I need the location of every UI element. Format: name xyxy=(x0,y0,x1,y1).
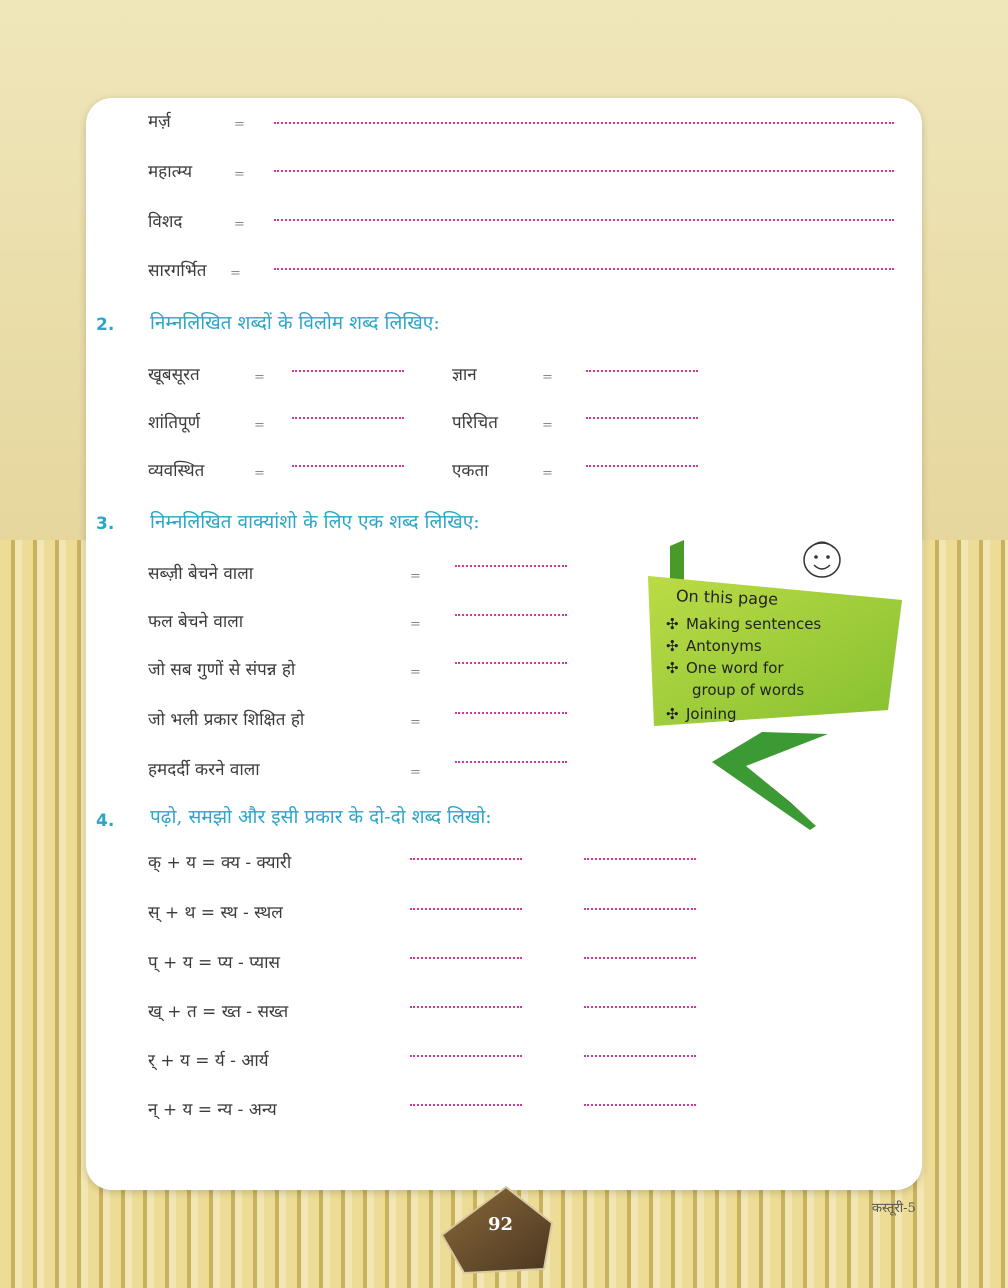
equals-sign: = xyxy=(410,715,421,730)
phrase-label: जो भली प्रकार शिक्षित हो xyxy=(148,710,305,730)
answer-line[interactable] xyxy=(586,417,698,419)
example-formula: प् + य = प्य - प्यास xyxy=(148,953,281,973)
word-label: मर्ज़ xyxy=(148,112,171,132)
phrase-label: जो सब गुणों से संपन्न हो xyxy=(148,660,296,680)
ribbon-item: Making sentences xyxy=(686,615,822,633)
equals-sign: = xyxy=(234,217,245,232)
question-heading: निम्नलिखित शब्दों के विलोम शब्द लिखिए: xyxy=(150,312,440,334)
equals-sign: = xyxy=(542,370,553,385)
answer-line[interactable] xyxy=(274,170,894,172)
question-number: 4. xyxy=(96,811,115,831)
answer-line[interactable] xyxy=(584,908,696,910)
ribbon-bullet: ✣ xyxy=(666,615,679,633)
equals-sign: = xyxy=(410,617,421,632)
answer-line[interactable] xyxy=(584,1006,696,1008)
answer-line[interactable] xyxy=(586,370,698,372)
equals-sign: = xyxy=(254,418,265,433)
question-number: 3. xyxy=(96,514,115,534)
phrase-label: हमदर्दी करने वाला xyxy=(148,760,260,780)
word-label: सारगर्भित xyxy=(148,261,207,281)
answer-line[interactable] xyxy=(584,858,696,860)
equals-sign: = xyxy=(254,370,265,385)
answer-line[interactable] xyxy=(586,465,698,467)
answer-line[interactable] xyxy=(584,957,696,959)
equals-sign: = xyxy=(230,266,241,281)
answer-line[interactable] xyxy=(292,370,404,372)
question-heading: निम्नलिखित वाक्यांशो के लिए एक शब्द लिखिए: xyxy=(150,511,480,533)
answer-line[interactable] xyxy=(455,565,567,567)
answer-line[interactable] xyxy=(410,858,522,860)
answer-line[interactable] xyxy=(274,268,894,270)
answer-line[interactable] xyxy=(410,908,522,910)
answer-line[interactable] xyxy=(455,761,567,763)
ribbon-bullet: ✣ xyxy=(666,659,679,677)
ribbon-item: One word for xyxy=(686,659,784,677)
word-label: व्यवस्थित xyxy=(148,461,205,481)
answer-line[interactable] xyxy=(410,1055,522,1057)
word-label: शांतिपूर्ण xyxy=(148,413,201,433)
ribbon-item: Joining xyxy=(686,705,737,723)
answer-line[interactable] xyxy=(410,957,522,959)
ribbon-item: Antonyms xyxy=(686,637,762,655)
answer-line[interactable] xyxy=(292,417,404,419)
example-formula: स् + थ = स्थ - स्थल xyxy=(148,903,283,923)
word-label: ज्ञान xyxy=(452,365,477,385)
book-name: कस्तूरी-5 xyxy=(872,1201,916,1216)
word-label: महात्म्य xyxy=(148,162,193,182)
answer-line[interactable] xyxy=(584,1055,696,1057)
example-formula: न् + य = न्य - अन्य xyxy=(148,1100,277,1120)
question-number: 2. xyxy=(96,315,115,335)
equals-sign: = xyxy=(234,167,245,182)
equals-sign: = xyxy=(410,765,421,780)
ribbon-bullet: ✣ xyxy=(666,705,679,723)
question-heading: पढ़ो, समझो और इसी प्रकार के दो-दो शब्द लिखो: xyxy=(150,806,492,828)
answer-line[interactable] xyxy=(410,1104,522,1106)
equals-sign: = xyxy=(410,569,421,584)
equals-sign: = xyxy=(542,466,553,481)
word-label: एकता xyxy=(452,461,489,481)
example-formula: र् + य = र्य - आर्य xyxy=(148,1051,269,1071)
word-label: परिचित xyxy=(452,413,498,433)
equals-sign: = xyxy=(254,466,265,481)
answer-line[interactable] xyxy=(584,1104,696,1106)
answer-line[interactable] xyxy=(410,1006,522,1008)
word-label: विशद xyxy=(148,212,183,232)
word-label: खूबसूरत xyxy=(148,365,200,385)
smiley-face-icon xyxy=(804,542,840,577)
example-formula: ख् + त = ख्त - सख्त xyxy=(148,1002,289,1022)
ribbon-item: group of words xyxy=(692,681,805,699)
example-formula: क् + य = क्य - क्यारी xyxy=(148,853,292,873)
answer-line[interactable] xyxy=(455,662,567,664)
ribbon-title: On this page xyxy=(675,586,779,609)
answer-line[interactable] xyxy=(292,465,404,467)
phrase-label: फल बेचने वाला xyxy=(148,612,244,632)
equals-sign: = xyxy=(542,418,553,433)
answer-line[interactable] xyxy=(274,122,894,124)
page-number: 92 xyxy=(488,1214,514,1235)
ribbon-bullet: ✣ xyxy=(666,637,679,655)
phrase-label: सब्ज़ी बेचने वाला xyxy=(148,564,254,584)
answer-line[interactable] xyxy=(455,712,567,714)
equals-sign: = xyxy=(410,665,421,680)
equals-sign: = xyxy=(234,117,245,132)
answer-line[interactable] xyxy=(274,219,894,221)
answer-line[interactable] xyxy=(455,614,567,616)
